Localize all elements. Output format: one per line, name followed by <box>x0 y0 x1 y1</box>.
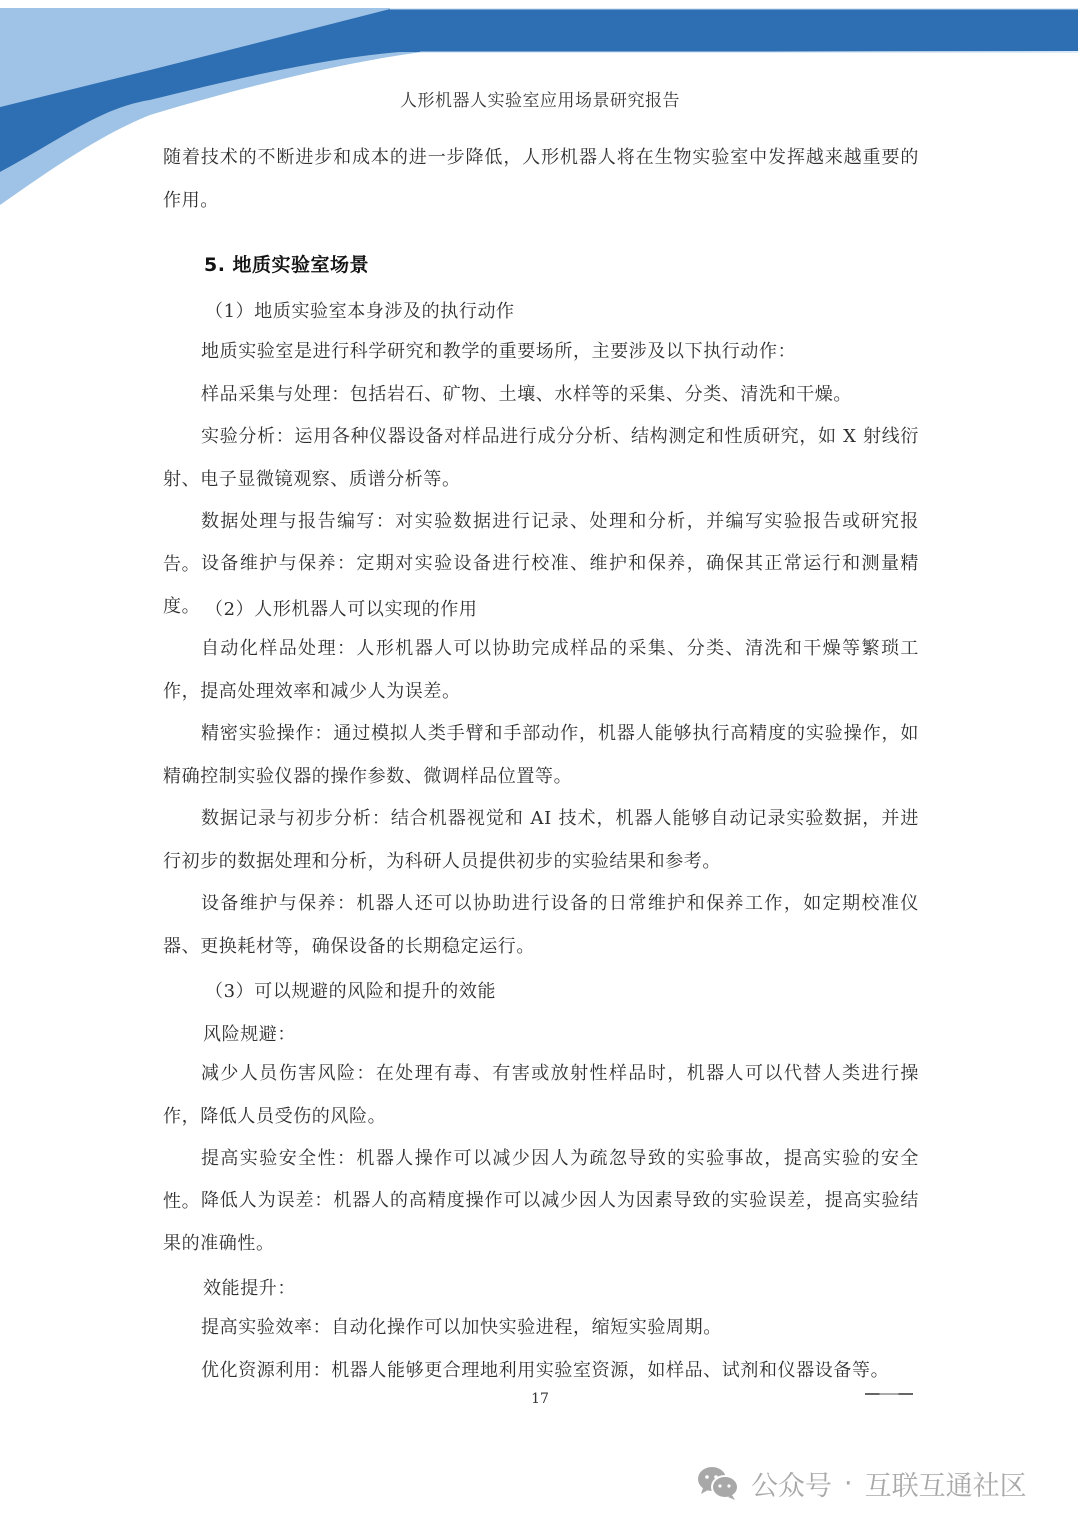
section-heading: 5. 地质实验室场景 <box>204 254 370 276</box>
paragraph: 实验分析：运用各种仪器设备对样品进行成分分析、结构测定和性质研究，如 X 射线衍射、电子显微镜观察、质谱分析等。 <box>163 426 919 490</box>
paragraph: 提高实验效率：自动化操作可以加快实验进程，缩短实验周期。 <box>201 1317 722 1338</box>
watermark-account: 互联互通社区 <box>864 1470 1027 1502</box>
paragraph: 降低人为误差：机器人的高精度操作可以减少因人为因素导致的实验误差，提高实验结果的准确性。 <box>163 1190 919 1254</box>
watermark <box>697 1463 1027 1503</box>
intro-paragraph: 随着技术的不断进步和成本的进一步降低，人形机器人将在生物实验室中发挥越来越重要的作用。 <box>163 147 919 211</box>
watermark-label: 公众号 <box>751 1470 832 1502</box>
paragraph: 提高实验安全性：机器人操作可以减少因人为疏忽导致的实验事故，提高实验的安全性。 <box>163 1148 919 1212</box>
watermark-separator: · <box>844 1467 853 1499</box>
footer-divider <box>865 1393 913 1395</box>
paragraph: 数据记录与初步分析：结合机器视觉和 AI 技术，机器人能够自动记录实验数据，并进行初步的数据处理和分析，为科研人员提供初步的实验结果和参考。 <box>163 808 919 872</box>
paragraph: 样品采集与处理：包括岩石、矿物、土壤、水样等的采集、分类、清洗和干燥。 <box>201 384 852 405</box>
paragraph: 设备维护与保养：定期对实验设备进行校准、维护和保养，确保其正常运行和测量精度。 <box>163 553 919 617</box>
document-header-title: 人形机器人实验室应用场景研究报告 <box>400 91 680 111</box>
paragraph: 自动化样品处理：人形机器人可以协助完成样品的采集、分类、清洗和干燥等繁琐工作，提高处理效率和减少人为误差。 <box>163 638 919 702</box>
page-number: 17 <box>531 1391 549 1407</box>
efficiency-label: 效能提升： <box>203 1278 296 1299</box>
subsection-heading-2: （2）人形机器人可以实现的作用 <box>205 599 478 620</box>
paragraph: 精密实验操作：通过模拟人类手臂和手部动作，机器人能够执行高精度的实验操作，如精确控制实验仪器的操作参数、微调样品位置等。 <box>163 723 919 787</box>
paragraph: 设备维护与保养：机器人还可以协助进行设备的日常维护和保养工作，如定期校准仪器、更换耗材等，确保设备的长期稳定运行。 <box>163 893 919 957</box>
paragraph: 优化资源利用：机器人能够更合理地利用实验室资源，如样品、试剂和仪器设备等。 <box>201 1360 890 1381</box>
paragraph: 减少人员伤害风险：在处理有毒、有害或放射性样品时，机器人可以代替人类进行操作，降低人员受伤的风险。 <box>163 1063 919 1127</box>
wechat-icon <box>697 1466 739 1500</box>
subsection-heading-3: （3）可以规避的风险和提升的效能 <box>205 981 497 1002</box>
risk-label: 风险规避： <box>203 1024 296 1045</box>
paragraph: 数据处理与报告编写：对实验数据进行记录、处理和分析，并编写实验报告或研究报告。 <box>163 511 919 575</box>
subsection-heading-1: （1）地质实验室本身涉及的执行动作 <box>205 301 515 322</box>
paragraph: 地质实验室是进行科学研究和教学的重要场所，主要涉及以下执行动作： <box>201 341 797 362</box>
